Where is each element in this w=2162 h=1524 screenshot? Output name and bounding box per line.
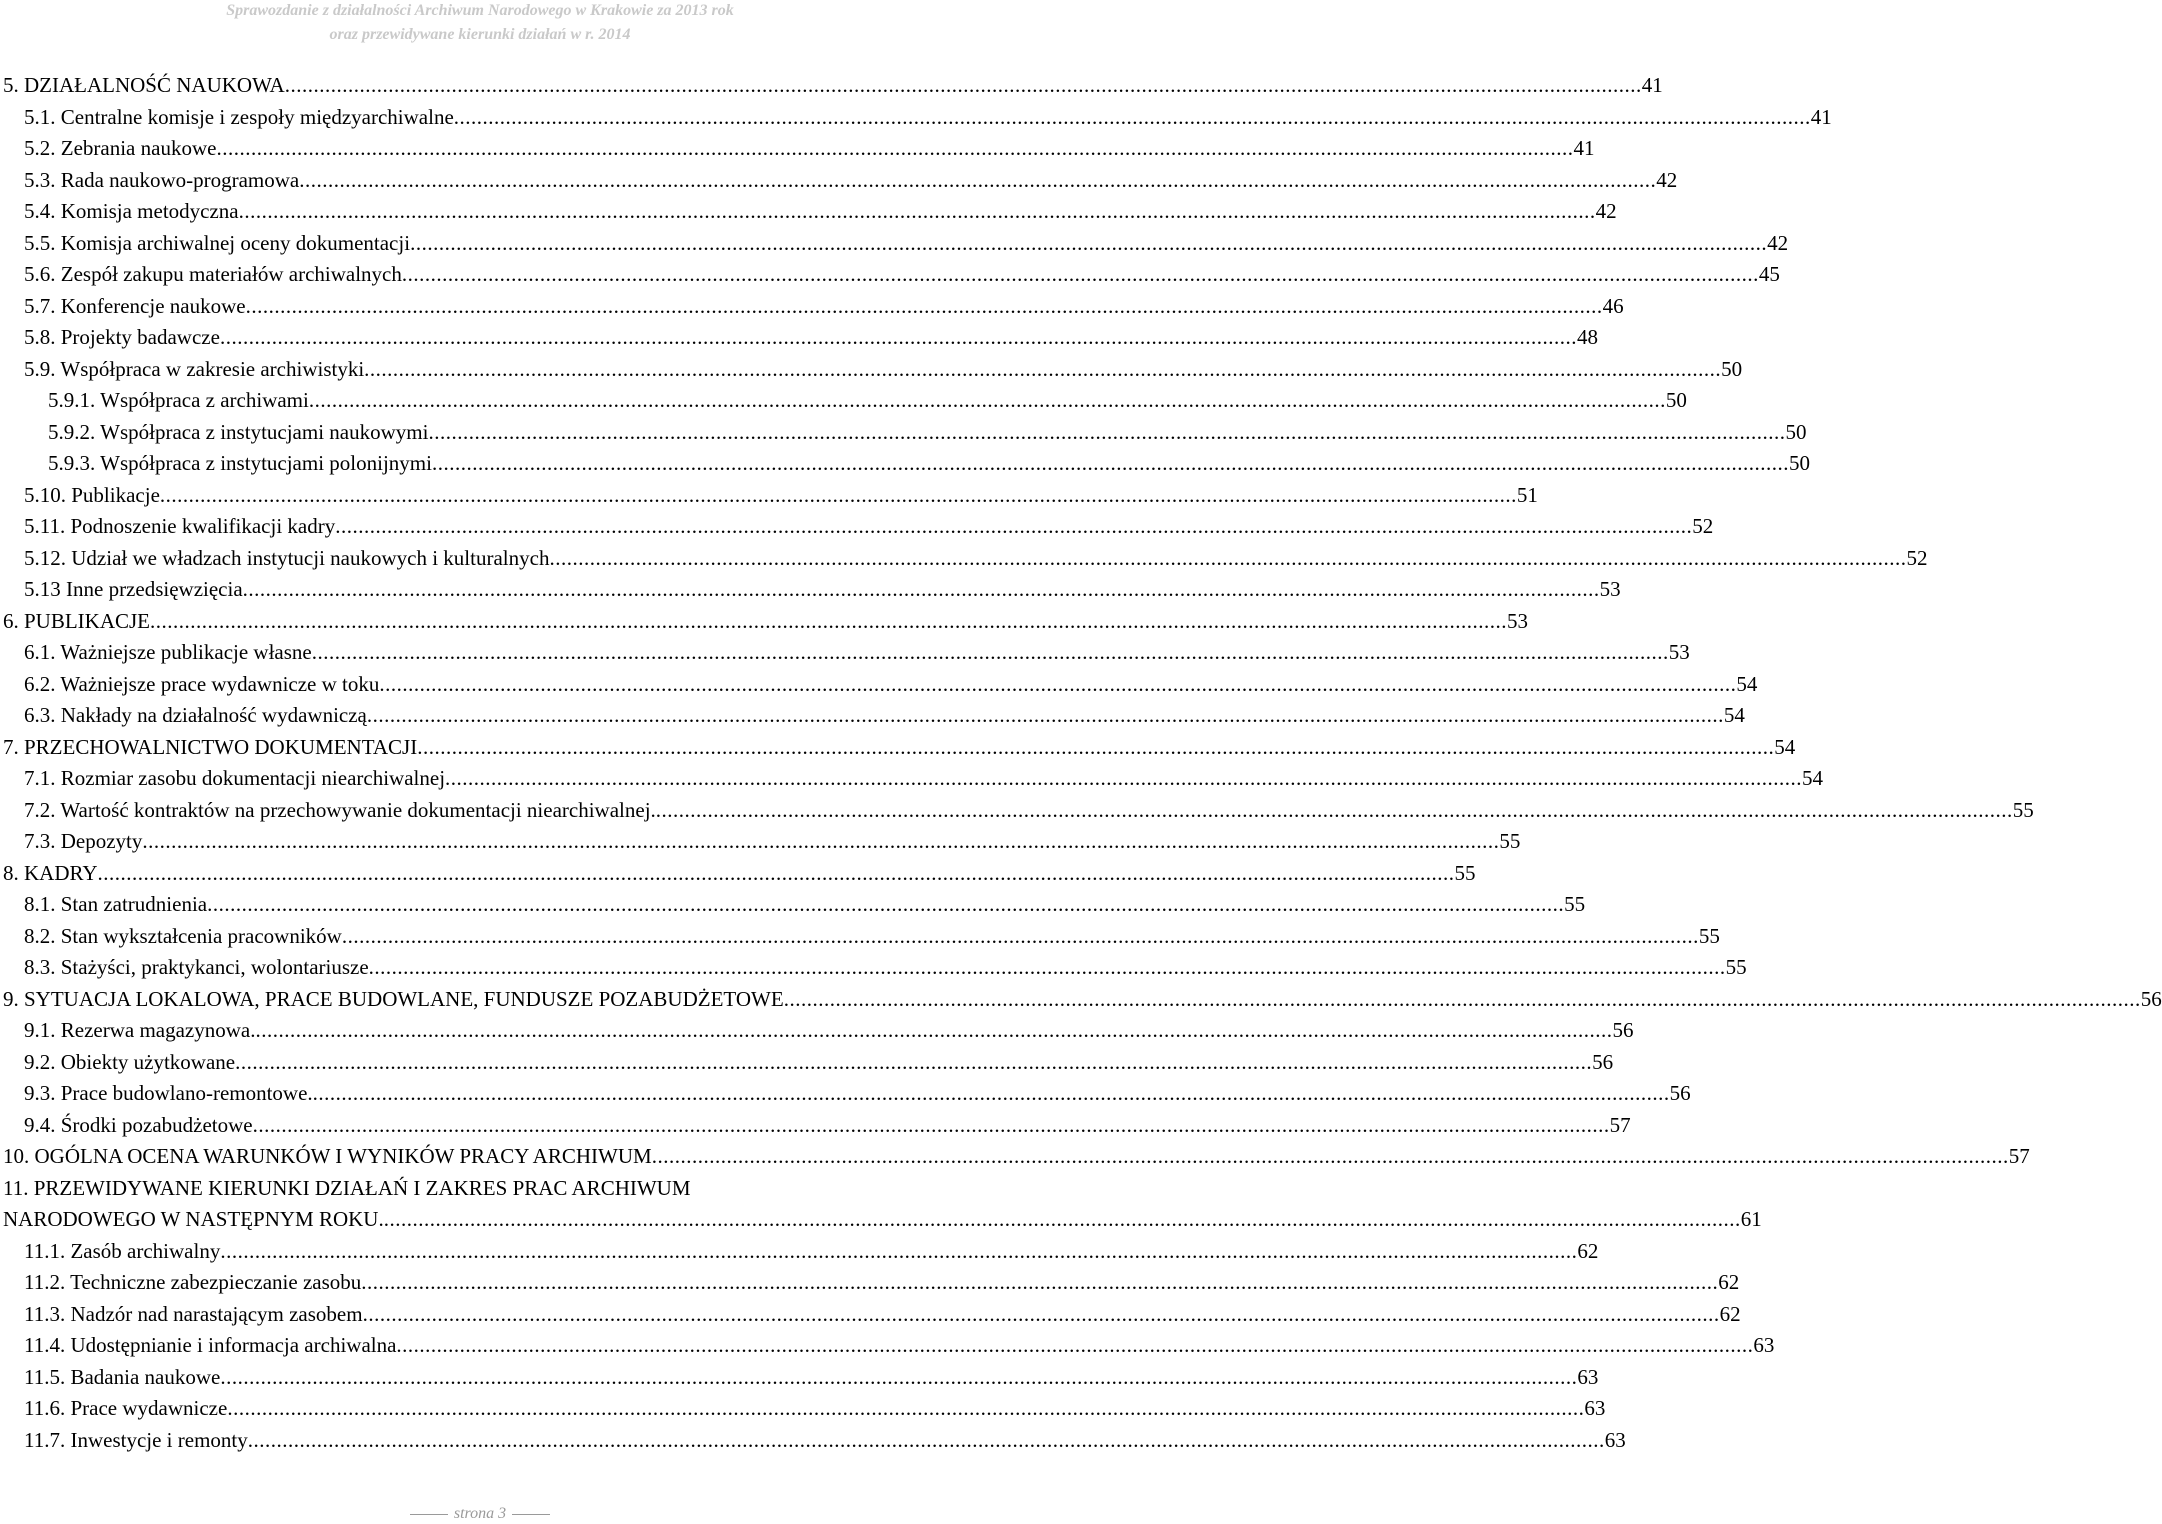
toc-entry-label: 5.9. Współpraca w zakresie archiwistyki (24, 356, 365, 381)
toc-entry-label: 7.3. Depozyty (24, 829, 143, 853)
toc-entry[interactable] (0, 637, 1690, 668)
toc-page-number: 63 (1577, 1364, 1599, 1389)
toc-entry-label: 11.7. Inwestycje i remonty (24, 1427, 248, 1452)
toc-page-number: 41 (1573, 136, 1595, 160)
toc-entry[interactable] (0, 732, 1796, 763)
toc-entry[interactable] (0, 322, 1598, 353)
toc-dot-leader (652, 1141, 2009, 1172)
toc-entry-label: 7.1. Rozmiar zasobu dokumentacji niearchiwalnej (24, 766, 446, 790)
toc-dot-leader (402, 259, 1759, 290)
toc-entry-label: 11.4. Udostępnianie i informacja archiwalna (24, 1333, 397, 1357)
toc-entry[interactable] (0, 952, 1747, 983)
toc-dot-leader (248, 1425, 1605, 1456)
toc-entry[interactable] (0, 1362, 1599, 1393)
toc-page-number: 53 (1668, 640, 1690, 664)
toc-entry-label: 5.13 Inne przedsięwzięcia (24, 577, 243, 601)
toc-dot-leader (445, 763, 1802, 794)
toc-entry-label: 5.9.3. Współpraca z instytucjami polonijnymi (48, 451, 432, 475)
toc-entry[interactable] (0, 1299, 1741, 1330)
toc-entry-label: 6.1. Ważniejsze publikacje własne (24, 640, 312, 664)
toc-entry-label: NARODOWEGO W NASTĘPNYM ROKU. (3, 1207, 384, 1231)
toc-entry[interactable] (0, 1078, 1691, 1109)
toc-entry-label: 10. OGÓLNA OCENA WARUNKÓW I WYNIKÓW PRACY ARCHIWUM (3, 1144, 652, 1168)
toc-page-number: 56 (1592, 1049, 1614, 1074)
toc-page-number: 48 (1576, 325, 1598, 349)
footer-dash-left (410, 1514, 448, 1515)
toc-entry[interactable] (0, 102, 1832, 133)
toc-entry[interactable] (0, 417, 1807, 448)
toc-entry-label: 6. PUBLIKACJE (3, 608, 151, 633)
toc-entry-label: 7. PRZECHOWALNICTWO DOKUMENTACJI (3, 734, 418, 759)
toc-entry[interactable] (0, 826, 1521, 857)
toc-page-number: 52 (1906, 545, 1928, 570)
toc-dot-leader (335, 511, 1692, 542)
toc-entry[interactable] (0, 1047, 1614, 1078)
toc-page-number: 56 (1669, 1081, 1691, 1105)
toc-entry-label: 5.7. Konferencje naukowe (24, 293, 246, 318)
toc-entry-label: 6.2. Ważniejsze prace wydawnicze w toku (24, 671, 380, 696)
running-header-line-2: oraz przewidywane kierunki działań w r. 2014 (329, 26, 631, 43)
toc-entry[interactable] (0, 700, 1745, 731)
toc-entry[interactable] (0, 385, 1687, 416)
toc-dot-leader (342, 921, 1699, 952)
toc-dot-leader (227, 1393, 1584, 1424)
toc-entry-label: 5.10. Publikacje (24, 482, 160, 507)
toc-page-number: 45 (1758, 262, 1780, 286)
toc-entry[interactable] (0, 354, 1743, 385)
toc-dot-leader (379, 669, 1736, 700)
toc-dot-leader (142, 826, 1499, 857)
toc-entry[interactable] (0, 291, 1624, 322)
page-number-label: strona 3 (453, 1505, 507, 1522)
toc-dot-leader (98, 858, 1455, 889)
toc-page-number: 53 (1507, 608, 1529, 633)
toc-dot-leader (367, 700, 1724, 731)
toc-entry-label: 9.1. Rezerwa magazynowa. (24, 1018, 256, 1042)
toc-entry-label: 5.8. Projekty badawcze (24, 325, 220, 349)
toc-entry[interactable] (0, 1141, 2030, 1172)
toc-entry[interactable] (0, 606, 1529, 637)
toc-entry-label: 5.9.1. Współpraca z archiwami (48, 388, 309, 412)
toc-entry[interactable] (0, 543, 1928, 574)
toc-page-number: 53 (1599, 577, 1621, 601)
toc-dot-leader (369, 952, 1726, 983)
toc-page-number: 54 (1723, 703, 1745, 727)
toc-dot-leader (216, 133, 1573, 164)
toc-dot-leader (417, 732, 1774, 763)
toc-entry[interactable] (0, 1267, 1740, 1298)
toc-dot-leader (220, 1236, 1577, 1267)
toc-dot-leader (364, 354, 1721, 385)
toc-page-number: 50 (1785, 419, 1807, 444)
toc-dot-leader (207, 889, 1564, 920)
toc-entry[interactable] (0, 921, 1720, 952)
toc-entry-label: 9.4. Środki pozabudżetowe (24, 1112, 253, 1137)
toc-entry-label: 6.3. Nakłady na działalność wydawniczą (24, 703, 367, 727)
toc-entry[interactable] (0, 228, 1789, 259)
toc-entry[interactable] (0, 480, 1538, 511)
toc-page-number: 42 (1656, 167, 1678, 192)
toc-dot-leader (243, 574, 1600, 605)
toc-page-number: 62 (1577, 1238, 1599, 1263)
toc-dot-leader (220, 1362, 1577, 1393)
toc-entry-label: 5.12. Udział we władzach instytucji naukowych i kulturalnych (24, 545, 550, 570)
toc-entry-label: 8.1. Stan zatrudnienia (24, 892, 208, 916)
toc-entry[interactable] (0, 984, 2162, 1015)
toc-page-number: 55 (1454, 860, 1476, 885)
toc-entry-label: 11.1. Zasób archiwalny (24, 1238, 221, 1263)
toc-dot-leader (384, 1204, 1741, 1235)
toc-page-number: 61 (1740, 1207, 1762, 1231)
toc-dot-leader (396, 1330, 1753, 1361)
toc-dot-leader (428, 417, 1785, 448)
toc-dot-leader (235, 1047, 1592, 1078)
toc-entry-label: 9.2. Obiekty użytkowane (24, 1049, 236, 1074)
toc-page-number: 42 (1767, 230, 1789, 255)
toc-dot-leader (299, 165, 1656, 196)
toc-entry-label: 7.2. Wartość kontraktów na przechowywanie dokumentacji niearchiwalnej. (24, 797, 656, 822)
toc-page-number: 54 (1802, 766, 1824, 790)
toc-page-number: 42 (1595, 199, 1617, 223)
toc-page-number: 62 (1718, 1270, 1740, 1294)
toc-entry-label: 11.6. Prace wydawnicze (24, 1396, 228, 1420)
toc-entry[interactable] (0, 133, 1595, 164)
toc-entry[interactable] (0, 889, 1586, 920)
toc-dot-leader (255, 1015, 1612, 1046)
toc-dot-leader (454, 102, 1811, 133)
toc-entry[interactable] (0, 1393, 1606, 1424)
toc-dot-leader (784, 984, 2141, 1015)
toc-entry-label: 5.9.2. Współpraca z instytucjami naukowymi (48, 419, 429, 444)
toc-page-number: 51 (1516, 482, 1538, 507)
toc-entry-label: 5.3. Rada naukowo-programowa (24, 167, 300, 192)
toc-dot-leader (253, 1110, 1610, 1141)
toc-dot-leader (150, 606, 1507, 637)
toc-entry[interactable] (0, 1015, 1634, 1046)
toc-entry-label: 11.3. Nadzór nad narastającym zasobem (24, 1301, 363, 1326)
toc-entry[interactable] (0, 511, 1714, 542)
toc-page-number: 50 (1788, 451, 1810, 475)
toc-entry[interactable] (0, 669, 1758, 700)
toc-page-number: 56 (1612, 1018, 1634, 1042)
toc-page-number: 63 (1584, 1396, 1606, 1420)
toc-dot-leader (309, 385, 1666, 416)
toc-entry-label: 9.3. Prace budowlano-remontowe. (24, 1081, 313, 1105)
toc-entry-label: 8.3. Stażyści, praktykanci, wolontariusze (24, 955, 369, 979)
toc-page-number: 50 (1665, 388, 1687, 412)
toc-entry-label: 5.4. Komisja metodyczna (24, 199, 239, 223)
toc-dot-leader (549, 543, 1906, 574)
toc-entry-label: 5.11. Podnoszenie kwalifikacji kadry (24, 514, 336, 538)
toc-page-number: 54 (1736, 671, 1758, 696)
toc-page-number: 50 (1721, 356, 1743, 381)
toc-page-number: 55 (1499, 829, 1521, 853)
toc-entry-label: 8.2. Stan wykształcenia pracowników (24, 923, 342, 948)
toc-page-number: 57 (2008, 1144, 2030, 1168)
toc-page-number: 63 (1604, 1427, 1626, 1452)
toc-entry[interactable] (0, 1110, 1631, 1141)
toc-entry[interactable] (0, 1330, 1775, 1361)
toc-entry[interactable] (0, 574, 1621, 605)
toc-entry-label: 8. KADRY (3, 860, 98, 885)
toc-page-number: 52 (1692, 514, 1714, 538)
toc-dot-leader (160, 480, 1517, 511)
toc-page-number: 55 (1698, 923, 1720, 948)
toc-dot-leader (656, 795, 2013, 826)
toc-dot-leader (363, 1299, 1720, 1330)
toc-dot-leader (239, 196, 1596, 227)
toc-entry[interactable] (0, 196, 1617, 227)
toc-dot-leader (361, 1267, 1718, 1298)
toc-entry[interactable] (0, 259, 1780, 290)
toc-page-number: 46 (1602, 293, 1624, 318)
toc-page-number: 63 (1753, 1333, 1775, 1357)
toc-entry-label: 5.2. Zebrania naukowe (24, 136, 217, 160)
toc-entry[interactable] (0, 795, 2034, 826)
toc-page-number: 54 (1774, 734, 1796, 759)
footer-dash-right (512, 1514, 550, 1515)
toc-page-number: 41 (1810, 104, 1832, 129)
toc-page-number: 55 (1564, 892, 1586, 916)
toc-entry[interactable] (0, 763, 1824, 794)
toc-page-number: 57 (1609, 1112, 1631, 1137)
toc-dot-leader (220, 322, 1577, 353)
toc-entry[interactable] (0, 858, 1476, 889)
toc-entry-label: 5.5. Komisja archiwalnej oceny dokumentacji (24, 230, 411, 255)
toc-page-number: 56 (2140, 986, 2162, 1011)
toc-entry-label: 5.6. Zespół zakupu materiałów archiwalnych (24, 262, 402, 286)
toc-page-number: 55 (1725, 955, 1747, 979)
toc-dot-leader (313, 1078, 1670, 1109)
toc-dot-leader (246, 291, 1603, 322)
toc-dot-leader (432, 448, 1789, 479)
toc-entry-label: 11.2. Techniczne zabezpieczanie zasobu (24, 1270, 362, 1294)
toc-entry-label: 5. DZIAŁALNOŚĆ NAUKOWA (3, 73, 285, 97)
toc-entry-label-line1[interactable]: 11. PRZEWIDYWANE KIERUNKI DZIAŁAŃ I ZAKRES PRAC ARCHIWUM (3, 1175, 691, 1200)
toc-entry[interactable] (0, 70, 1663, 101)
toc-entry[interactable] (0, 448, 1810, 479)
toc-entry[interactable] (0, 1425, 1626, 1456)
toc-dot-leader (285, 70, 1642, 101)
toc-page-number: 62 (1719, 1301, 1741, 1326)
toc-dot-leader (312, 637, 1669, 668)
running-header-line-1: Sprawozdanie z działalności Archiwum Narodowego w Krakowie za 2013 rok (226, 2, 734, 19)
toc-entry-label: 11.5. Badania naukowe (24, 1364, 221, 1389)
toc-entry[interactable] (0, 1204, 1762, 1235)
toc-dot-leader (410, 228, 1767, 259)
toc-entry-label: 5.1. Centralne komisje i zespoły międzyarchiwalne (24, 104, 454, 129)
toc-page-number: 41 (1641, 73, 1663, 97)
page-footer (0, 1505, 960, 1523)
toc-entry-label: 9. SYTUACJA LOKALOWA, PRACE BUDOWLANE, FUNDUSZE POZABUDŻETOWE (3, 986, 784, 1011)
toc-entry[interactable] (0, 165, 1678, 196)
toc-page-number: 55 (2012, 797, 2034, 822)
toc-entry[interactable] (0, 1236, 1599, 1267)
